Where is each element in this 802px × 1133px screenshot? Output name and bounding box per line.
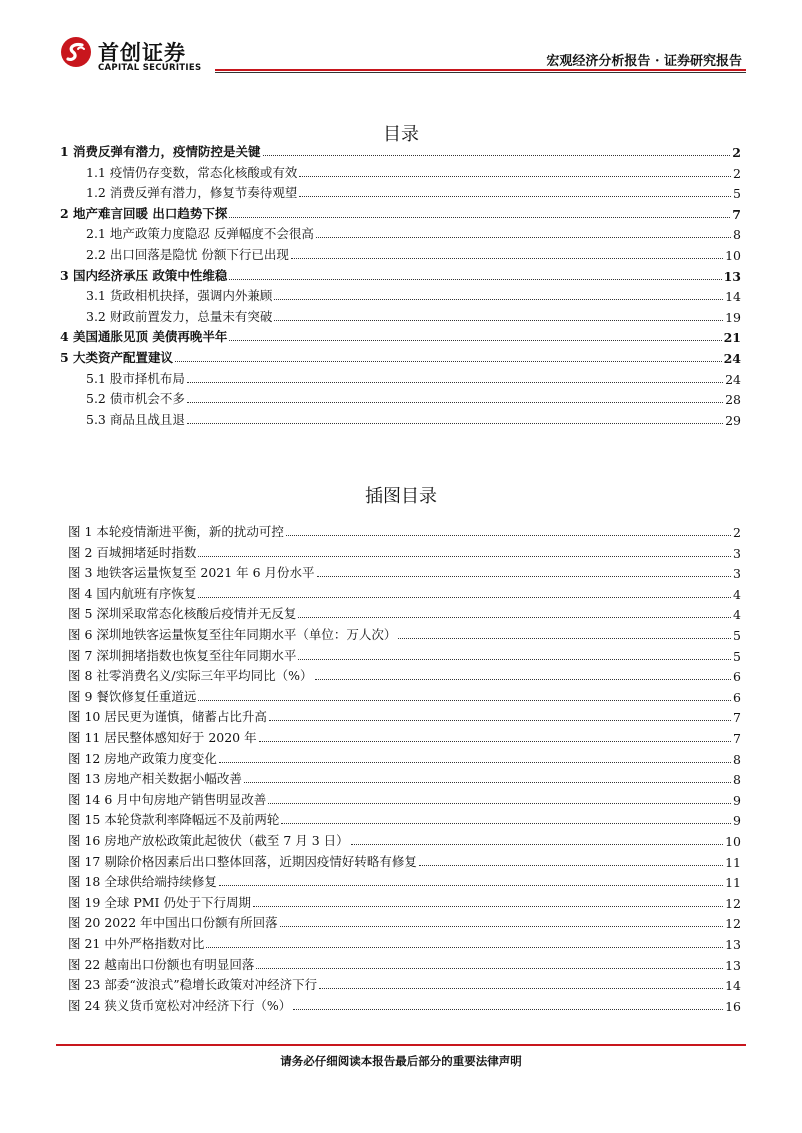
entry-page-number[interactable]: 4 (733, 607, 741, 623)
dot-leader (298, 659, 731, 660)
dot-leader (229, 279, 721, 280)
toc-entry[interactable] (60, 161, 741, 181)
entry-page-number[interactable]: 21 (723, 330, 741, 346)
entry-label[interactable]: 图 16 房地产放松政策此起彼伏（截至 7 月 3 日） (68, 833, 349, 848)
dot-leader (256, 968, 723, 969)
entry-label[interactable]: 5.1 股市择机布局 (86, 370, 185, 386)
entry-page-number[interactable]: 8 (733, 751, 741, 767)
figure-entry[interactable] (60, 623, 741, 643)
entry-page-number[interactable]: 5 (733, 186, 741, 202)
figure-entry[interactable] (60, 953, 741, 973)
entry-page-number[interactable]: 4 (733, 586, 741, 602)
dot-leader (299, 196, 731, 197)
entry-label[interactable]: 图 17 剔除价格因素后出口整体回落，近期因疫情好转略有修复 (68, 853, 417, 869)
toc-entry[interactable] (60, 408, 741, 428)
company-logo (60, 36, 220, 76)
entry-page-number[interactable]: 7 (733, 731, 741, 746)
header-divider-dark (215, 72, 746, 73)
entry-label[interactable]: 图 21 中外严格指数对比 (68, 936, 205, 951)
entry-label[interactable]: 3.1 货政相机抉择，强调内外兼顾 (86, 288, 273, 304)
dot-leader (187, 382, 723, 383)
entry-label[interactable]: 4 美国通胀见顶 美债再晚半年 (60, 329, 228, 345)
dot-leader (419, 865, 723, 866)
entry-label[interactable]: 图 4 国内航班有序恢复 (68, 585, 197, 601)
entry-label[interactable]: 5.3 商品且战且退 (86, 411, 185, 427)
dot-leader (286, 535, 731, 536)
dot-leader (398, 638, 731, 639)
dot-leader (291, 258, 723, 259)
entry-label[interactable]: 图 10 居民更为谨慎，储蓄占比升高 (68, 709, 267, 725)
logo-english-name: CAPITAL SECURITIES (98, 63, 202, 73)
toc-entry[interactable] (60, 305, 741, 325)
entry-label[interactable]: 1 消费反弹有潜力，疫情防控是关键 (60, 144, 261, 159)
toc-entry[interactable] (60, 243, 741, 263)
figure-entry[interactable] (60, 808, 741, 828)
footer-divider (56, 1044, 746, 1046)
entry-label[interactable]: 5 大类资产配置建议 (60, 350, 174, 365)
entry-page-number[interactable]: 11 (725, 875, 741, 891)
figure-entry[interactable] (60, 705, 741, 725)
figure-entry[interactable] (60, 561, 741, 581)
dot-leader (219, 885, 723, 886)
figure-entry[interactable] (60, 850, 741, 870)
entry-label[interactable]: 图 7 深圳拥堵指数也恢复至往年同期水平 (68, 647, 297, 663)
entry-label[interactable]: 5.2 债市机会不多 (86, 391, 185, 407)
toc-entry[interactable] (60, 264, 741, 284)
toc-entry[interactable] (60, 140, 741, 160)
toc-entry[interactable] (60, 325, 741, 345)
figure-entry[interactable] (60, 788, 741, 808)
entry-label[interactable]: 图 3 地铁客运量恢复至 2021 年 6 月份水平 (68, 565, 315, 581)
dot-leader (280, 926, 723, 927)
report-type: 宏观经济分析报告 · 证券研究报告 (546, 54, 742, 69)
dot-leader (315, 679, 732, 680)
figure-entry[interactable] (60, 911, 741, 931)
entry-page-number[interactable]: 16 (725, 998, 741, 1014)
entry-page-number[interactable]: 9 (733, 792, 741, 808)
entry-label[interactable]: 图 8 社零消费名义/实际三年平均同比（%） (68, 668, 313, 684)
entry-page-number[interactable]: 13 (725, 937, 741, 952)
dot-leader (198, 556, 731, 557)
entry-page-number[interactable]: 8 (733, 227, 741, 243)
figure-entry[interactable] (60, 870, 741, 890)
entry-page-number[interactable]: 13 (723, 268, 741, 284)
dot-leader (268, 803, 731, 804)
entry-label[interactable]: 图 6 深圳地铁客运量恢复至往年同期水平（单位：万人次） (68, 627, 397, 642)
figure-entry[interactable] (60, 726, 741, 746)
figure-entry[interactable] (60, 582, 741, 602)
entry-page-number[interactable]: 7 (732, 206, 741, 222)
entry-label[interactable]: 图 1 本轮疫情渐进平衡，新的扰动可控 (68, 524, 284, 539)
entry-page-number[interactable]: 6 (733, 689, 741, 705)
entry-page-number[interactable]: 2 (733, 525, 741, 540)
entry-label[interactable]: 1.1 疫情仍存变数，常态化核酸或有效 (86, 164, 298, 180)
header-divider-red (215, 69, 746, 71)
toc-entry[interactable] (60, 202, 741, 222)
dot-leader (198, 597, 731, 598)
entry-page-number[interactable]: 3 (733, 545, 741, 561)
dot-leader (263, 155, 731, 156)
dot-leader (198, 700, 731, 701)
toc-entry[interactable] (60, 222, 741, 242)
entry-page-number[interactable]: 14 (725, 289, 741, 305)
entry-page-number[interactable]: 14 (725, 978, 741, 994)
entry-label[interactable]: 图 20 2022 年中国出口份额有所回落 (68, 915, 278, 931)
figure-entry[interactable] (60, 932, 741, 952)
entry-label[interactable]: 图 24 狭义货币宽松对冲经济下行（%） (68, 997, 292, 1013)
figure-entry[interactable] (60, 747, 741, 767)
entry-label[interactable]: 图 22 越南出口份额也有明显回落 (68, 956, 255, 972)
entry-page-number[interactable]: 29 (725, 412, 741, 428)
dot-leader (269, 720, 731, 721)
entry-label[interactable]: 图 13 房地产相关数据小幅改善 (68, 771, 242, 787)
dot-leader (253, 906, 723, 907)
dot-leader (351, 844, 723, 845)
entry-page-number[interactable]: 2 (733, 165, 741, 181)
toc-entry[interactable] (60, 367, 741, 387)
figure-entry[interactable] (60, 973, 741, 993)
figure-list-title: 插图目录 (365, 486, 437, 507)
dot-leader (281, 823, 731, 824)
toc-entry[interactable] (60, 284, 741, 304)
entry-page-number[interactable]: 8 (733, 772, 741, 788)
entry-label[interactable]: 图 9 餐饮修复任重道远 (68, 688, 197, 704)
dot-leader (316, 237, 731, 238)
entry-page-number[interactable]: 11 (725, 854, 741, 870)
entry-page-number[interactable]: 5 (733, 628, 741, 643)
figure-entry[interactable] (60, 891, 741, 911)
entry-page-number[interactable]: 6 (733, 669, 741, 685)
toc-entry[interactable] (60, 346, 741, 366)
entry-label[interactable]: 3.2 财政前置发力，总量未有突破 (86, 308, 273, 324)
dot-leader (274, 299, 723, 300)
entry-label[interactable]: 3 国内经济承压 政策中性维稳 (60, 267, 228, 283)
dot-leader (206, 947, 723, 948)
figure-entry[interactable] (60, 767, 741, 787)
dot-leader (319, 988, 723, 989)
entry-page-number[interactable]: 9 (733, 813, 741, 829)
page-header (0, 0, 802, 80)
figure-entry[interactable] (60, 541, 741, 561)
figure-entry[interactable] (60, 644, 741, 664)
dot-leader (298, 617, 731, 618)
entry-label[interactable]: 图 12 房地产政策力度变化 (68, 750, 217, 766)
entry-label[interactable]: 图 11 居民整体感知好于 2020 年 (68, 730, 257, 745)
entry-label[interactable]: 图 5 深圳采取常态化核酸后疫情并无反复 (68, 606, 297, 622)
entry-page-number[interactable]: 19 (725, 309, 741, 325)
dot-leader (244, 782, 731, 783)
entry-label[interactable]: 2.2 出口回落是隐忧 份额下行已出现 (86, 247, 289, 262)
toc-entry[interactable] (60, 387, 741, 407)
toc-entry[interactable] (60, 181, 741, 201)
entry-label[interactable]: 图 14 6 月中旬房地产销售明显改善 (68, 791, 267, 807)
entry-label[interactable]: 2 地产难言回暖 出口趋势下探 (60, 205, 228, 221)
entry-label[interactable]: 2.1 地产政策力度隐忍 反弹幅度不会很高 (86, 226, 314, 242)
figure-entry[interactable] (60, 829, 741, 849)
entry-page-number[interactable]: 5 (733, 648, 741, 664)
figure-entry[interactable] (60, 520, 741, 540)
figure-entry[interactable] (60, 664, 741, 684)
dot-leader (229, 217, 730, 218)
dot-leader (259, 741, 731, 742)
dot-leader (187, 402, 723, 403)
dot-leader (175, 361, 722, 362)
entry-label[interactable]: 图 23 部委“波浪式”稳增长政策对冲经济下行 (68, 977, 318, 993)
entry-label[interactable]: 图 15 本轮贷款利率降幅远不及前两轮 (68, 812, 280, 828)
entry-label[interactable]: 图 2 百城拥堵延时指数 (68, 544, 197, 560)
logo-mark-icon (60, 36, 92, 68)
logo-chinese-name: 首创证券 (98, 41, 186, 65)
dot-leader (299, 176, 731, 177)
entry-label[interactable]: 1.2 消费反弹有潜力，修复节奏待观望 (86, 185, 298, 201)
figure-entry[interactable] (60, 685, 741, 705)
entry-page-number[interactable]: 13 (725, 957, 741, 973)
entry-page-number[interactable]: 10 (725, 834, 741, 849)
dot-leader (229, 340, 721, 341)
figure-entry[interactable] (60, 602, 741, 622)
entry-page-number[interactable]: 12 (725, 895, 741, 911)
dot-leader (187, 423, 723, 424)
entry-page-number[interactable]: 7 (733, 710, 741, 726)
dot-leader (219, 762, 731, 763)
entry-page-number[interactable]: 28 (725, 392, 741, 408)
entry-page-number[interactable]: 24 (723, 351, 741, 366)
entry-label[interactable]: 图 19 全球 PMI 仍处于下行周期 (68, 894, 251, 910)
figure-entry[interactable] (60, 994, 741, 1014)
dot-leader (293, 1009, 723, 1010)
entry-page-number[interactable]: 10 (725, 248, 741, 263)
entry-page-number[interactable]: 12 (725, 916, 741, 932)
entry-page-number[interactable]: 24 (725, 371, 741, 387)
entry-label[interactable]: 图 18 全球供给端持续修复 (68, 874, 217, 890)
entry-page-number[interactable]: 3 (733, 566, 741, 582)
entry-page-number[interactable]: 2 (732, 145, 741, 160)
toc-title: 目录 (383, 124, 419, 145)
legal-notice: 请务必仔细阅读本报告最后部分的重要法律声明 (280, 1054, 522, 1068)
dot-leader (274, 320, 723, 321)
dot-leader (317, 576, 731, 577)
